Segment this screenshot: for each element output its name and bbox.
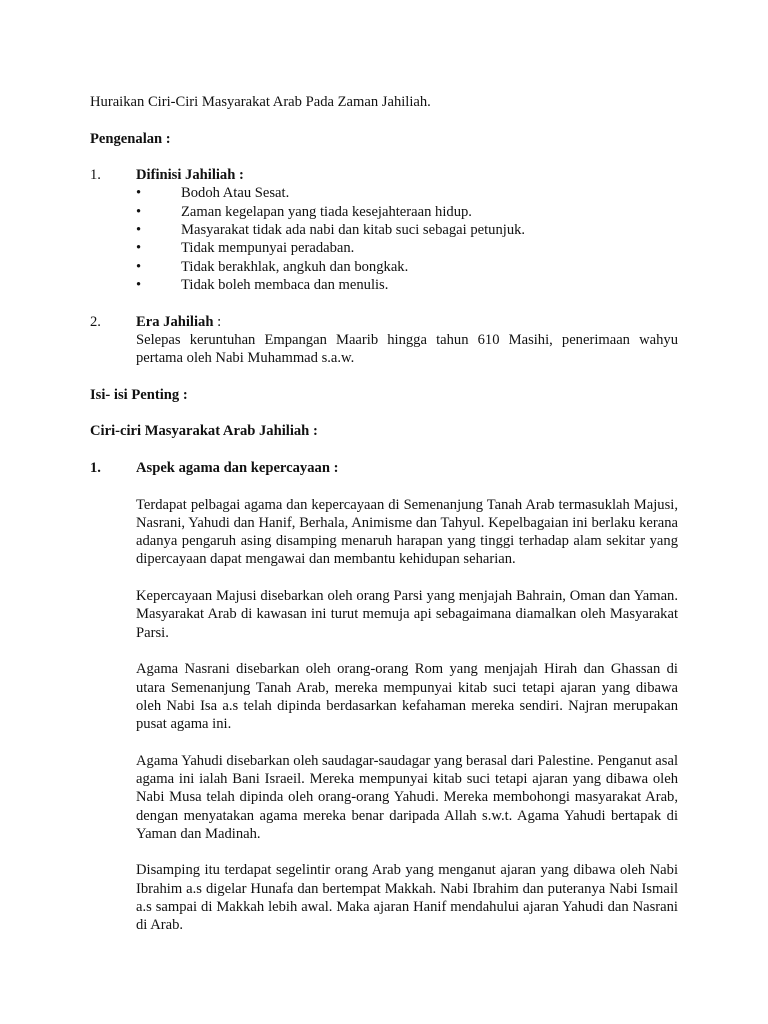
bullet-icon: • xyxy=(136,222,142,239)
list-item: • Masyarakat tidak ada nabi dan kitab suci sebagai petunjuk. xyxy=(136,222,526,239)
document-title: Huraikan Ciri-Ciri Masyarakat Arab Pada Zaman Jahiliah. xyxy=(90,94,431,110)
bullet-icon: • xyxy=(136,276,142,293)
aspek-heading: Aspek agama dan kepercayaan : xyxy=(136,459,339,476)
pengenalan-heading: Pengenalan : xyxy=(90,130,171,147)
aspek-heading-row xyxy=(90,459,678,477)
ciri-heading: Ciri-ciri Masyarakat Arab Jahiliah : xyxy=(90,423,318,440)
definisi-section xyxy=(90,166,678,294)
list-item: • Tidak berakhlak, angkuh dan bongkak. xyxy=(136,258,409,275)
era-number: 2. xyxy=(90,313,101,330)
bullet-icon: • xyxy=(136,203,142,220)
paragraph: Agama Nasrani disebarkan oleh orang-orang Rom yang menjajah Hirah dan Ghassan di utara Semenanjung Tanah Arab, mereka mempunyai kitab suci tetapi ajaran yang dibawa oleh Nabi Isa a.s telah dipinda berdasarkan kefahaman mereka sendiri. Najran merupakan pusat agama ini. xyxy=(136,661,678,733)
era-section: 2. Era Jahiliah : Selepas keruntuhan Empangan Maarib hingga tahun 610 Masihi, penerimaan wahyu pertama oleh Nabi Muhammad s.a.w. xyxy=(90,313,678,367)
bullet-icon: • xyxy=(136,258,142,275)
list-item: • Tidak mempunyai peradaban. xyxy=(136,240,355,257)
paragraph: Agama Yahudi disebarkan oleh saudagar-saudagar yang berasal dari Palestine. Penganut asal agama ini ialah Bani Israeil. Mereka mempunyai kitab suci tetapi ajaran yang dibawa oleh Nabi Musa telah dipinda oleh orang-orang Yahudi. Mereka membohongi masyarakat Arab, dengan menyatakan agama mereka benar daripada Allah s.w.t. Agama Yahudi bertapak di Yaman dan Madinah. xyxy=(136,752,678,842)
list-item: • Zaman kegelapan yang tiada kesejahteraan hidup. xyxy=(136,203,472,220)
document-page xyxy=(90,93,678,935)
paragraph: Kepercayaan Majusi disebarkan oleh orang Parsi yang menjajah Bahrain, Oman dan Yaman. Masyarakat Arab di kawasan ini turut memuja api sebagaimana diamalkan oleh Masyarakat Parsi. xyxy=(136,588,678,641)
bullet-icon: • xyxy=(136,240,142,257)
isi-heading: Isi- isi Penting : xyxy=(90,386,188,403)
definisi-heading: Difinisi Jahiliah : xyxy=(136,167,244,184)
aspek-number: 1. xyxy=(90,459,101,476)
list-item: • Tidak boleh membaca dan menulis. xyxy=(136,276,389,293)
paragraph: Disamping itu terdapat segelintir orang Arab yang menganut ajaran yang dibawa oleh Nabi Ibrahim a.s digelar Hunafa dan bertempat Makkah. Nabi Ibrahim dan puteranya Nabi Ismail a.s sampai di Makkah lebih awal. Maka ajaran Hanif mendahului ajaran Yahudi dan Nasrani di Arab. xyxy=(136,862,678,934)
paragraph: Terdapat pelbagai agama dan kepercayaan di Semenanjung Tanah Arab termasuklah Majusi, Nasrani, Yahudi dan Hanif, Berhala, Animisme dan Tahyul. Kepelbagaian ini berlaku kerana adanya pengaruh asing disamping menaruh harapan yang tinggi terhadap alam sekitar yang dipercayaan dapat mengawai dan membantu kehidupan seharian. xyxy=(136,496,678,568)
bullet-icon: • xyxy=(136,185,142,202)
definisi-number: 1. xyxy=(90,167,101,184)
era-text: Selepas keruntuhan Empangan Maarib hingga tahun 610 Masihi, penerimaan wahyu pertama oleh Nabi Muhammad s.a.w. xyxy=(136,331,678,367)
era-heading: Era Jahiliah xyxy=(136,313,214,330)
definisi-list xyxy=(136,184,678,294)
list-item: • Bodoh Atau Sesat. xyxy=(136,185,290,202)
aspek-body xyxy=(136,496,678,935)
